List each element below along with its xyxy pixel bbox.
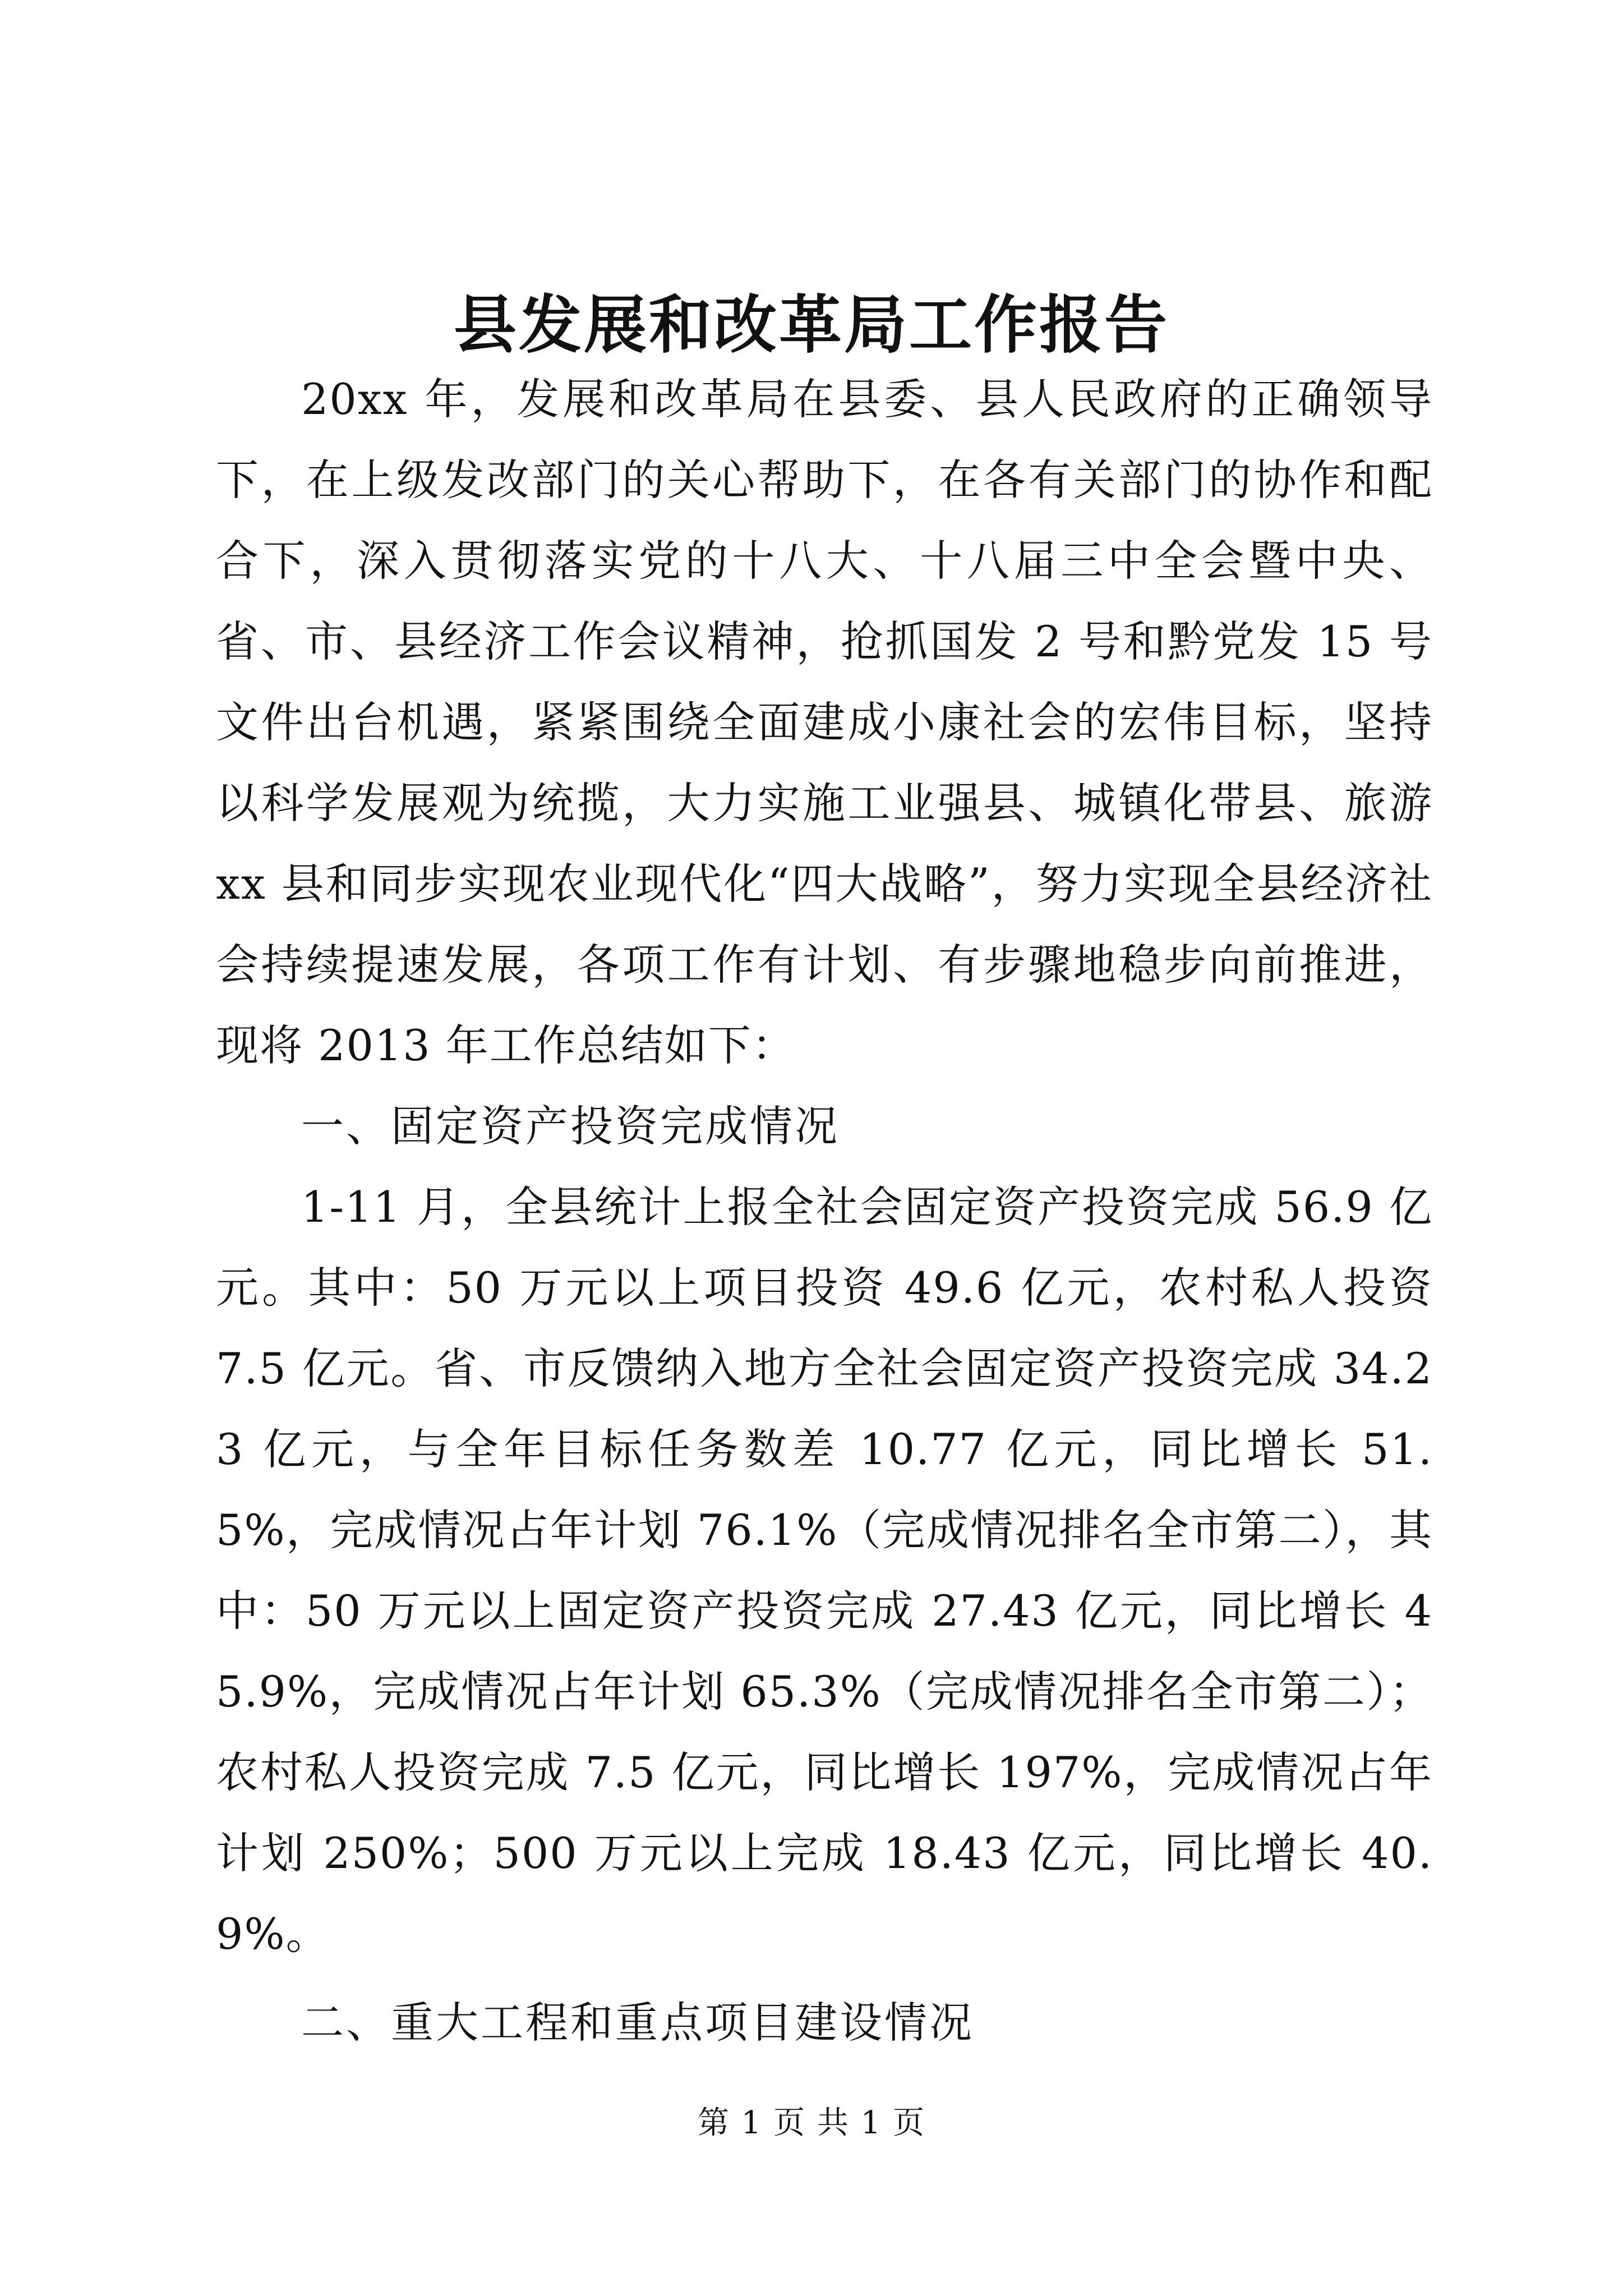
page-footer: 第 1 页 共 1 页 [697,2105,926,2141]
intro-paragraph: 20xx 年，发展和改革局在县委、县人民政府的正确领导下，在上级发改部门的关心帮助下，在各有关部门的协作和配合下，深入贯彻落实党的十八大、十八届三中全会暨中央、省、市、县经济工作会议精神，抢抓国发 2 号和黔党发 15 号文件出台机遇，紧紧围绕全面建成小康社会的宏伟目标，坚持以科学发展观为统揽，大力实施工业强县、城镇化带县、旅游 xx 县和同步实现农业现代化“四大战略”，努力实现全县经济社会持续提速发展，各项工作有计划、有步骤地稳步向前推进，现将 2013 年工作总结如下： [216,374,1433,1070]
section-heading-2: 二、重大工程和重点项目建设情况 [301,1998,974,2047]
section-heading-1: 一、固定资产投资完成情况 [301,1101,840,1151]
investment-paragraph: 1-11 月，全县统计上报全社会固定资产投资完成 56.9 亿元。其中：50 万元以上项目投资 49.6 亿元，农村私人投资 7.5 亿元。省、市反馈纳入地方全社会固定资产投资完成 34.23 亿元，与全年目标任务数差 10.77 亿元，同比增长 51.5%，完成情况占年计划 76.1%（完成情况排名全市第二），其中：50 万元以上固定资产投资完成 27.43 亿元，同比增长 45.9%，完成情况占年计划 65.3%（完成情况排名全市第二）；农村私人投资完成 7.5 亿元，同比增长 197%，完成情况占年计划 250%；500 万元以上完成 18.43 亿元，同比增长 40.9%。 [216,1182,1433,1959]
document-body [216,359,1433,2063]
document-title: 县发展和改革局工作报告 [454,288,1169,362]
